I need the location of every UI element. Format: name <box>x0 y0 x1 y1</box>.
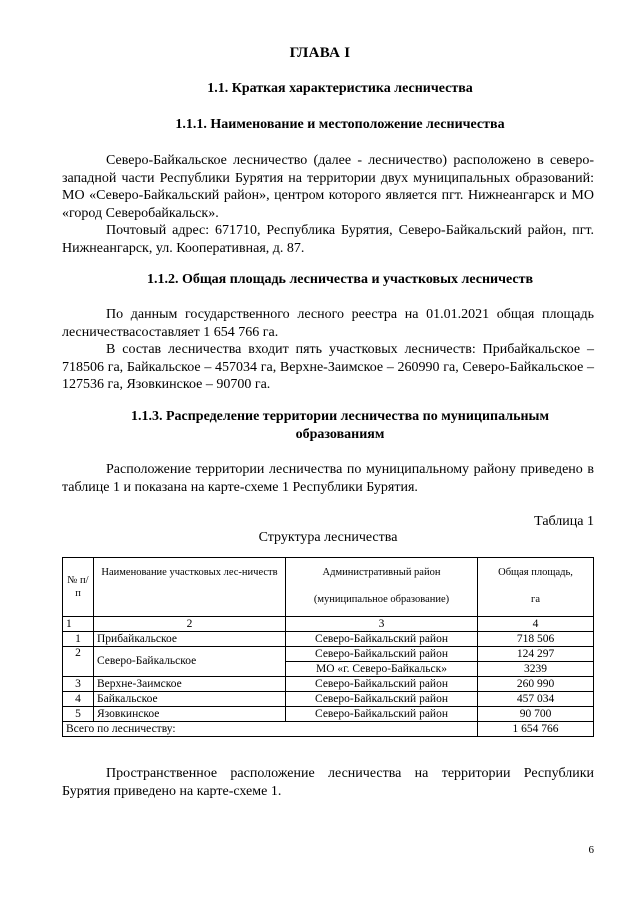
header-num: № п/п <box>63 558 94 617</box>
row-area: 718 506 <box>478 632 594 647</box>
paragraph-map-reference-text: Пространственное расположение лесничества на территории Республики Бурятия приведено на карте-схеме 1. <box>62 766 594 799</box>
table-row <box>63 707 594 722</box>
paragraph-map-reference <box>62 765 594 800</box>
table-row <box>63 692 594 707</box>
paragraph-district-areas <box>62 341 594 394</box>
header-district <box>286 558 478 617</box>
paragraph-total-area <box>62 306 594 341</box>
table-header-row <box>63 558 594 617</box>
header-area-line1: Общая площадь, <box>498 567 573 578</box>
page-number: 6 <box>588 844 594 856</box>
section-heading-1-1: 1.1. Краткая характеристика лесничества <box>207 81 473 96</box>
row-area: 3239 <box>478 662 594 677</box>
table-total-row <box>63 722 594 737</box>
header-area-line2: га <box>531 594 540 605</box>
column-number: 4 <box>478 617 594 632</box>
row-num: 4 <box>63 692 94 707</box>
row-name: Верхне-Заимское <box>94 677 286 692</box>
column-number: 1 <box>63 617 94 632</box>
paragraph-location-text: Северо-Байкальское лесничество (далее - лесничество) расположено в северо-западной части Республики Бурятия на территории двух муниципальных образований: МО «Северо-Байкальский район», центром которого является пгт. Нижнеангарск и МО «город Северобайкальск». <box>62 153 594 221</box>
section-heading-1-1-3 <box>90 408 590 444</box>
total-label: Всего по лесничеству: <box>63 722 478 737</box>
row-district: Северо-Байкальский район <box>286 707 478 722</box>
paragraph-table-reference-text: Расположение территории лесничества по муниципальному району приведено в таблице 1 и показана на карте-схеме 1 Республики Бурятия. <box>62 462 594 495</box>
table-column-numbers-row <box>63 617 594 632</box>
row-name: Байкальское <box>94 692 286 707</box>
row-area: 260 990 <box>478 677 594 692</box>
section-heading-1-1-2: 1.1.2. Общая площадь лесничества и участковых лесничеств <box>146 272 534 287</box>
row-area: 90 700 <box>478 707 594 722</box>
row-district: Северо-Байкальский район <box>286 692 478 707</box>
row-district: МО «г. Северо-Байкальск» <box>286 662 478 677</box>
row-num: 5 <box>63 707 94 722</box>
header-district-line2: (муниципальное образование) <box>313 594 450 605</box>
paragraph-postal-address <box>62 222 594 257</box>
row-num: 2 <box>63 647 94 677</box>
header-name: Наименование участковых лес-ничеств <box>94 558 286 617</box>
row-name: Прибайкальское <box>94 632 286 647</box>
row-name: Северо-Байкальское <box>94 647 286 677</box>
paragraph-postal-address-text: Почтовый адрес: 671710, Республика Бурятия, Северо-Байкальский район, пгт. Нижнеангарск, ул. Кооперативная, д. 87. <box>62 223 594 256</box>
table-row <box>63 647 594 662</box>
row-district: Северо-Байкальский район <box>286 677 478 692</box>
forestry-structure-table <box>62 557 594 737</box>
row-area: 124 297 <box>478 647 594 662</box>
section-heading-1-1-3-line2: образованиям <box>295 427 385 442</box>
header-area <box>478 558 594 617</box>
table-row <box>63 632 594 647</box>
section-heading-1-1-1: 1.1.1. Наименование и местоположение лесничества <box>175 117 505 132</box>
row-num: 3 <box>63 677 94 692</box>
chapter-title: ГЛАВА I <box>289 45 351 61</box>
row-name: Язовкинское <box>94 707 286 722</box>
row-num: 1 <box>63 632 94 647</box>
total-value: 1 654 766 <box>478 722 594 737</box>
table-number: Таблица 1 <box>534 514 594 529</box>
column-number: 3 <box>286 617 478 632</box>
row-district: Северо-Байкальский район <box>286 647 478 662</box>
paragraph-total-area-text: По данным государственного лесного реестра на 01.01.2021 общая площадь лесничествасоставляет 1 654 766 га. <box>62 307 594 340</box>
section-heading-1-1-3-line1: 1.1.3. Распределение территории лесничества по муниципальным <box>130 409 550 424</box>
paragraph-location <box>62 152 594 222</box>
paragraph-table-reference <box>62 461 594 496</box>
row-area: 457 034 <box>478 692 594 707</box>
header-district-line1: Административный район <box>322 567 441 578</box>
paragraph-district-areas-text: В состав лесничества входит пять участковых лесничеств: Прибайкальское – 718506 га, Байкальское – 457034 га, Верхне-Заимское – 260990 га, Северо-Байкальское – 127536 га, Язовкинское – 90700 га. <box>62 342 594 392</box>
row-district: Северо-Байкальский район <box>286 632 478 647</box>
table-caption: Структура лесничества <box>258 530 398 545</box>
column-number: 2 <box>94 617 286 632</box>
table-row <box>63 677 594 692</box>
